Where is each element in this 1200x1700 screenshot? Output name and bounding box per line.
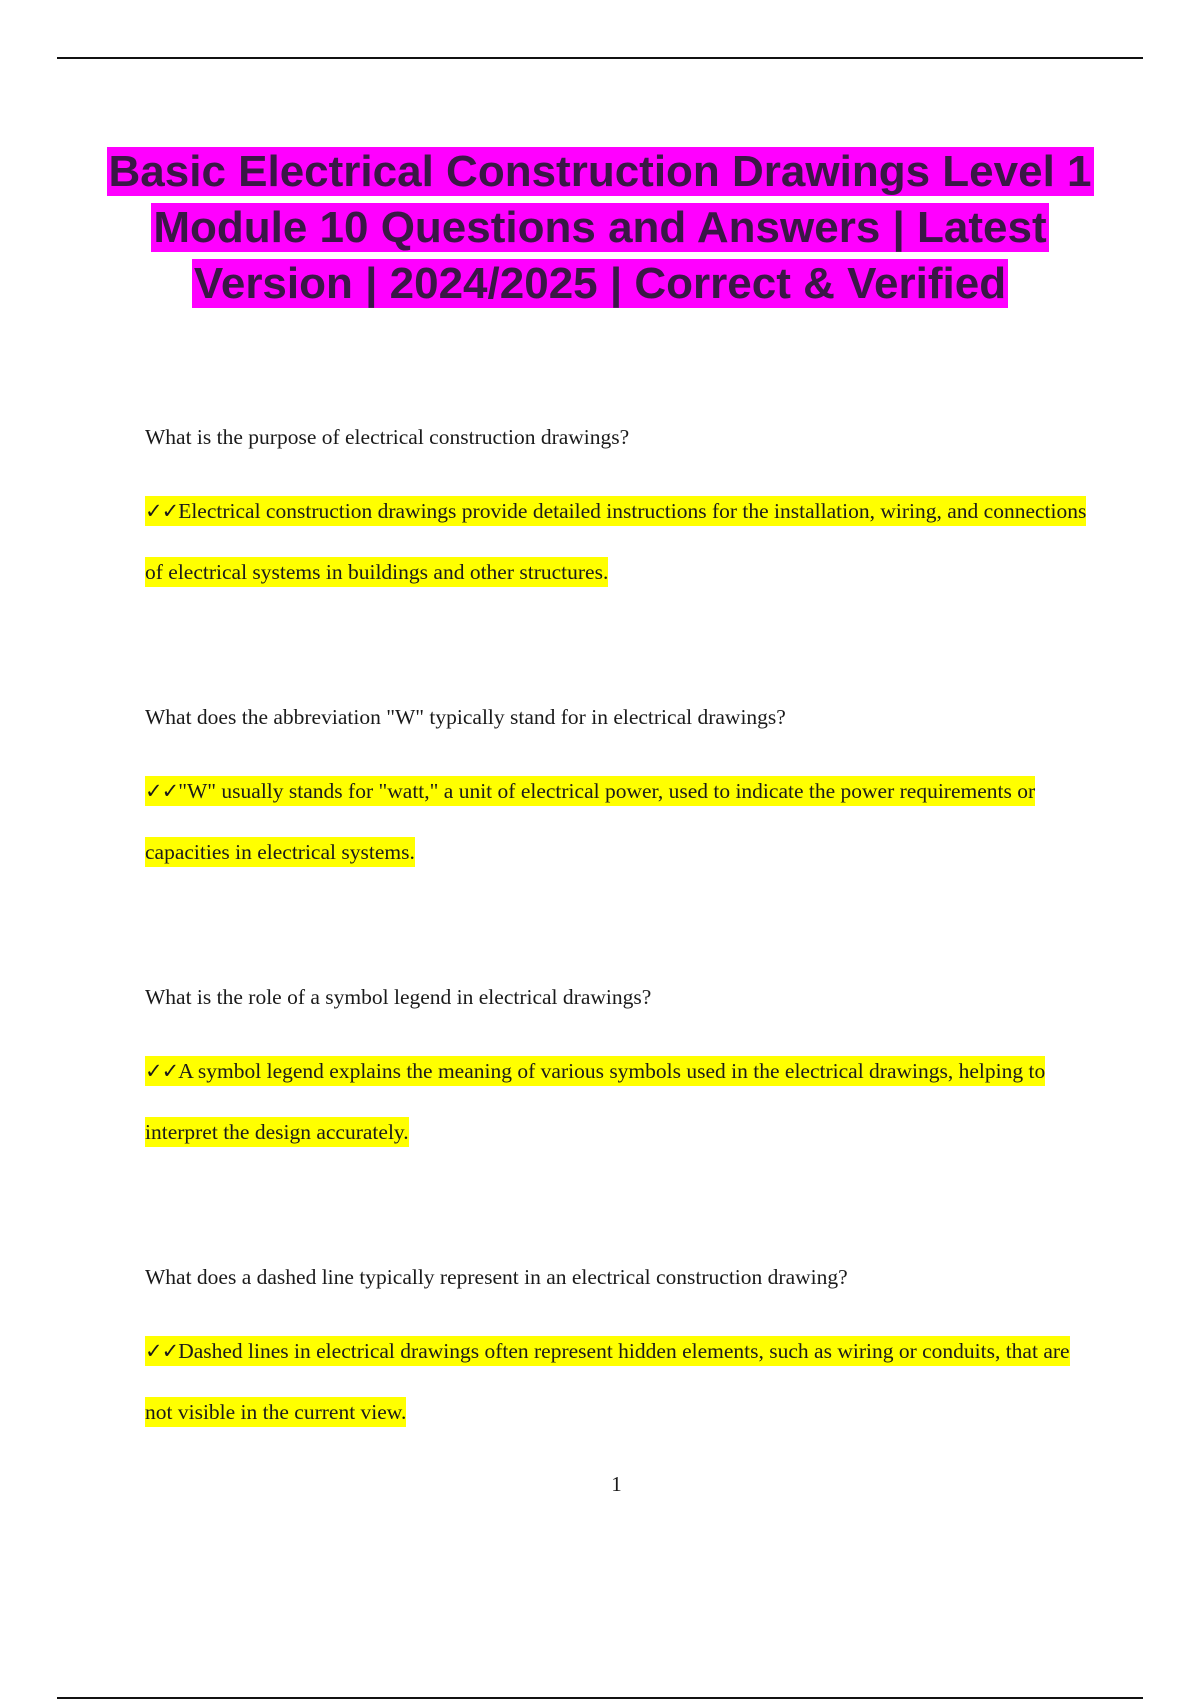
page-number: 1 [611, 1472, 622, 1496]
check-icon: ✓✓ [145, 779, 179, 803]
document-title [100, 144, 1100, 312]
check-icon: ✓✓ [145, 499, 179, 523]
question-4: What does a dashed line typically represent in an electrical construction drawing? [145, 1265, 848, 1289]
check-icon: ✓✓ [145, 1339, 179, 1363]
answer-2 [145, 761, 1095, 883]
answer-3-text: A symbol legend explains the meaning of various symbols used in the electrical drawings, helping to interpret the design accurately. [145, 1059, 1046, 1144]
answer-4 [145, 1321, 1095, 1443]
answer-4-text: Dashed lines in electrical drawings often represent hidden elements, such as wiring or conduits, that are not visible in the current view. [145, 1339, 1070, 1424]
answer-1-text: Electrical construction drawings provide detailed instructions for the installation, wiring, and connections of electrical systems in buildings and other structures. [145, 499, 1087, 584]
question-2: What does the abbreviation "W" typically stand for in electrical drawings? [145, 705, 786, 729]
answer-1 [145, 481, 1095, 603]
check-icon: ✓✓ [145, 1059, 179, 1083]
qa-item-1 [145, 424, 1095, 603]
answer-2-text: "W" usually stands for "watt," a unit of electrical power, used to indicate the power requirements or capacities in electrical systems. [145, 779, 1036, 864]
top-rule [57, 57, 1143, 59]
title-highlight: Basic Electrical Construction Drawings Level 1 Module 10 Questions and Answers | Latest Version | 2024/2025 | Correct & Verified [108, 147, 1092, 308]
qa-item-4 [145, 1264, 1095, 1443]
qa-item-2 [145, 704, 1095, 883]
question-1: What is the purpose of electrical construction drawings? [145, 425, 630, 449]
qa-item-3 [145, 984, 1095, 1163]
bottom-rule [57, 1697, 1143, 1699]
question-3: What is the role of a symbol legend in electrical drawings? [145, 985, 652, 1009]
answer-3 [145, 1041, 1095, 1163]
